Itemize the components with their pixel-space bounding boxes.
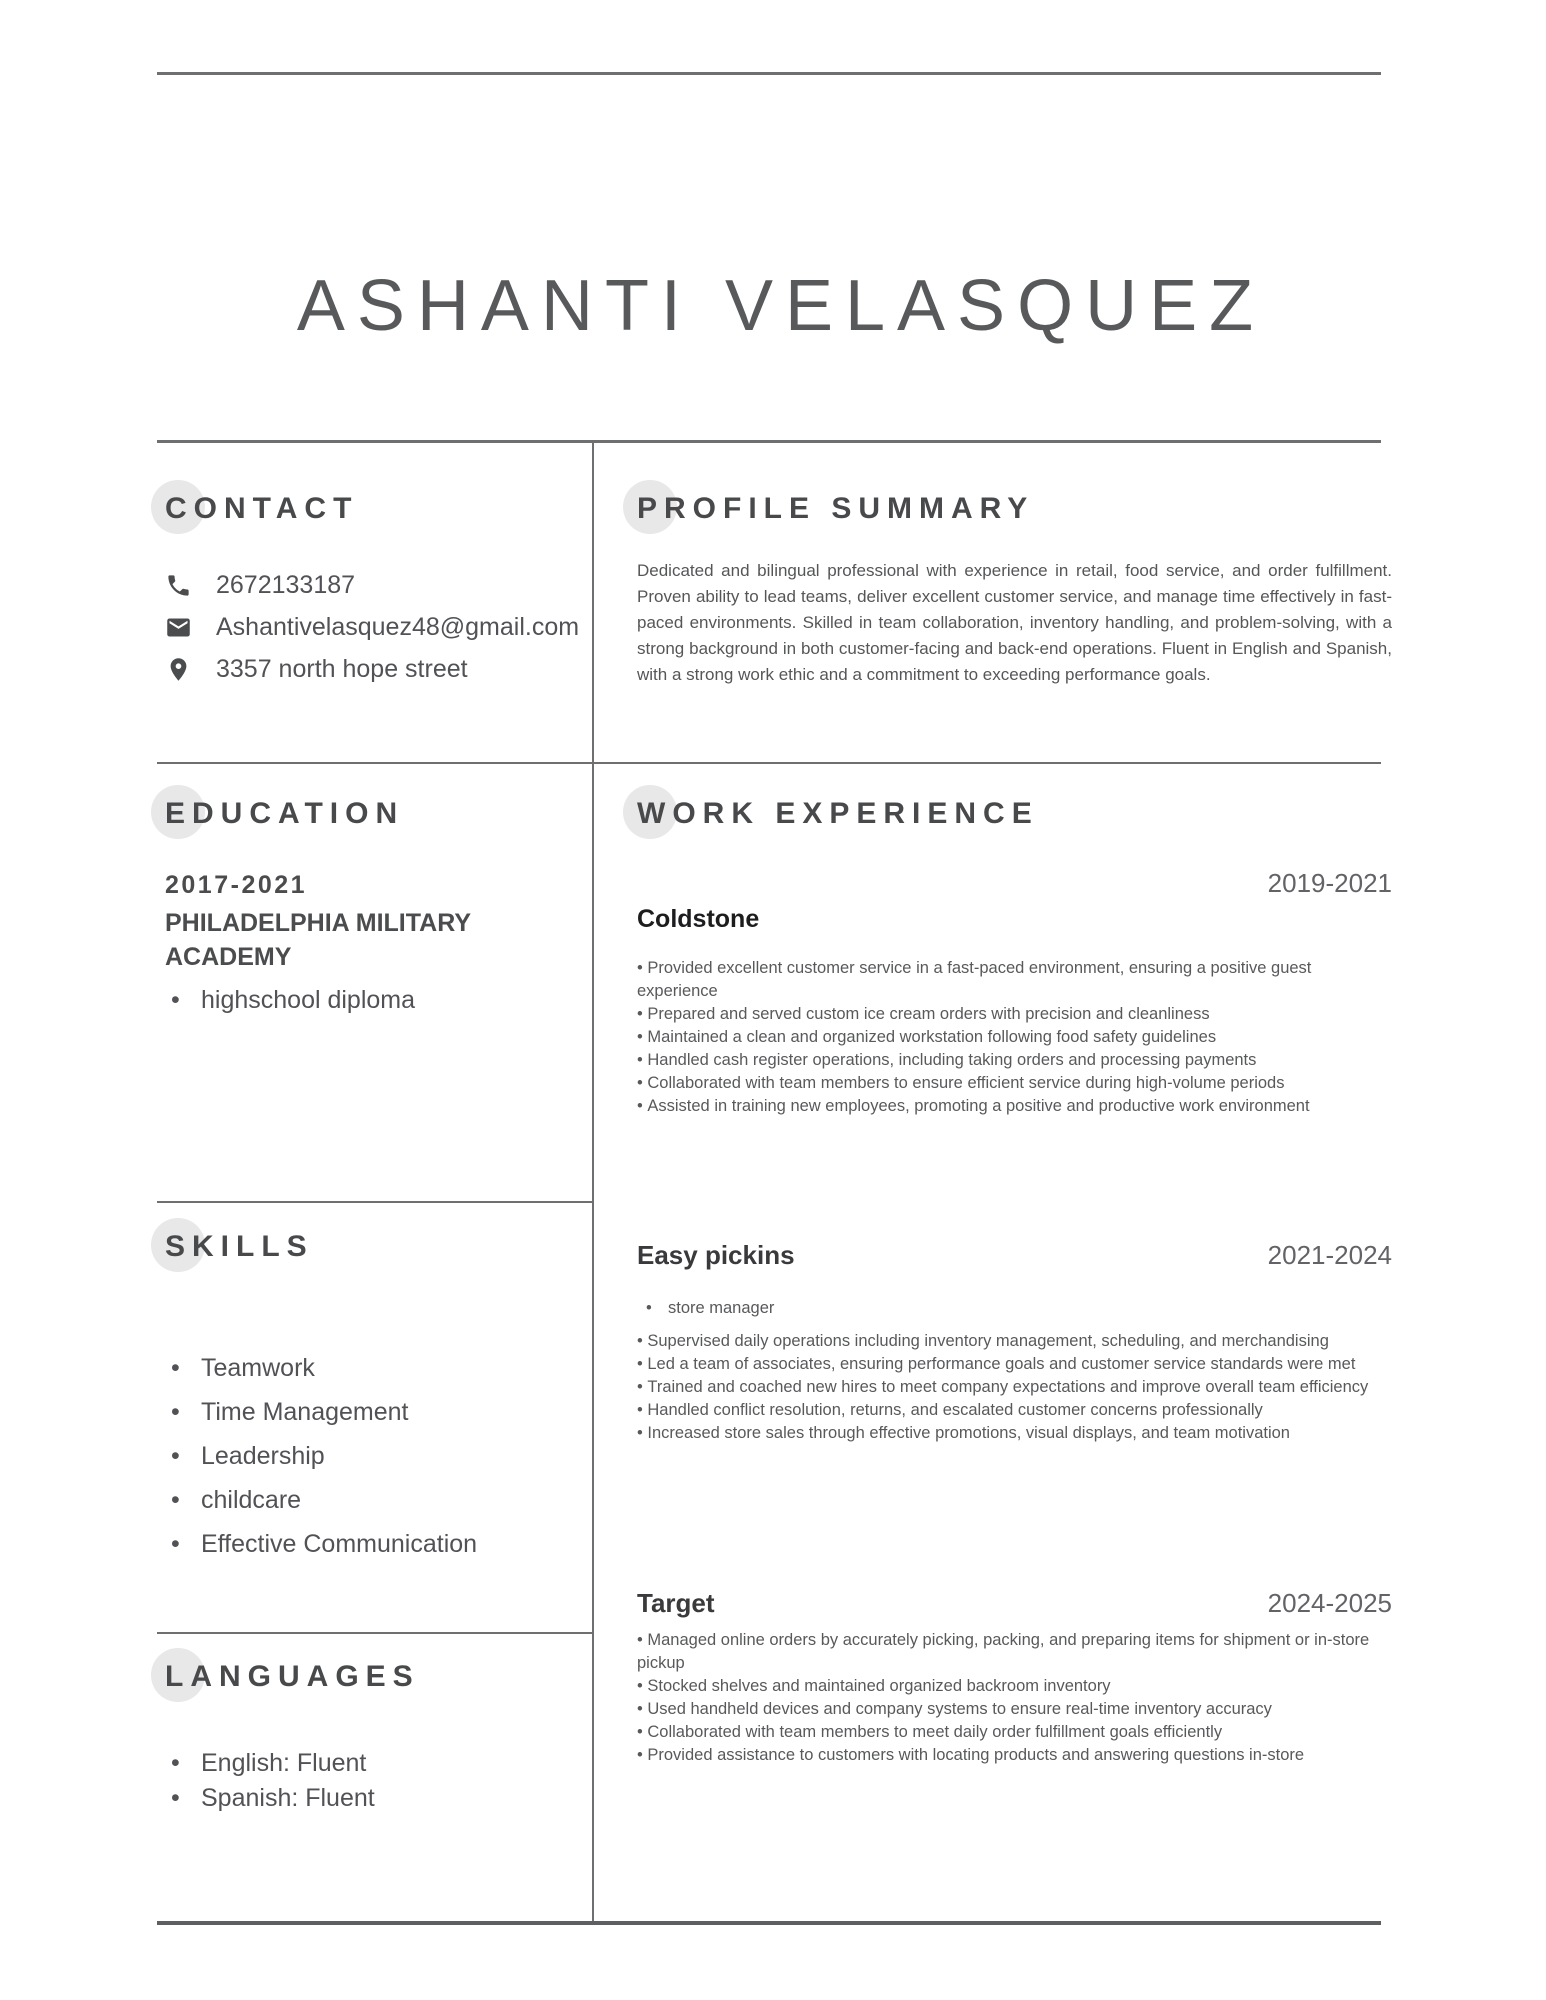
contact-section — [165, 490, 580, 698]
languages-list — [165, 1748, 580, 1813]
education-section — [165, 795, 580, 1014]
profile-summary-text: Dedicated and bilingual professional with experience in retail, food service, and order fulfillment. Proven ability to lead teams, deliver excellent customer service, and manage time effectively in fast-paced environments. Skilled in team collaboration, inventory handling, and problem-solving, with a strong background in both customer-facing and back-end operations. Fluent in English and Spanish, with a strong work ethic and a commitment to exceeding performance goals. — [637, 561, 1392, 684]
job-role-item: • store manager — [637, 1297, 1392, 1320]
job-bullets — [637, 1330, 1392, 1445]
profile-section — [637, 490, 1392, 688]
skills-rule — [157, 1201, 594, 1203]
language-item: • Spanish: Fluent — [165, 1783, 580, 1813]
phone-number: 2672133187 — [216, 571, 356, 599]
contact-title — [165, 490, 358, 528]
email-address: Ashantivelasquez48@gmail.com — [216, 613, 580, 641]
skills-title-text: SKILLS — [165, 1230, 314, 1263]
job-bullet: • Stocked shelves and maintained organized backroom inventory — [637, 1675, 1392, 1698]
job-bullet: • Assisted in training new employees, promoting a positive and productive work environment — [637, 1095, 1392, 1118]
job-bullet: • Provided assistance to customers with locating products and answering questions in-store — [637, 1744, 1392, 1767]
header-rule — [157, 440, 1381, 443]
job-bullet: • Handled conflict resolution, returns, and escalated customer concerns professionally — [637, 1399, 1392, 1422]
job-period: 2024-2025 — [1267, 1588, 1392, 1618]
job-easy-pickins — [637, 1240, 1392, 1445]
job-company: Easy pickins — [637, 1240, 795, 1270]
bottom-rule — [157, 1921, 1381, 1925]
education-period: 2017-2021 — [165, 871, 308, 899]
job-period: 2019-2021 — [1267, 868, 1392, 898]
email-icon — [165, 614, 192, 641]
job-bullet: • Collaborated with team members to meet daily order fulfillment goals efficiently — [637, 1721, 1392, 1744]
languages-title — [165, 1658, 420, 1696]
job-company: Coldstone — [637, 905, 760, 933]
job-header-row — [637, 1240, 1392, 1271]
job-period: 2021-2024 — [1267, 1240, 1392, 1270]
education-title — [165, 795, 404, 833]
profile-title-text: PROFILE SUMMARY — [637, 492, 1035, 525]
job-bullet: • Increased store sales through effective promotions, visual displays, and team motivation — [637, 1422, 1392, 1445]
work-title — [637, 795, 1039, 833]
phone-icon — [165, 572, 192, 599]
job-bullets — [637, 1629, 1392, 1767]
language-item: • English: Fluent — [165, 1748, 580, 1778]
contact-rows — [165, 572, 580, 683]
skill-item: • Teamwork — [165, 1354, 580, 1382]
column-divider — [592, 440, 594, 1925]
job-bullet: • Collaborated with team members to ensure efficient service during high-volume periods — [637, 1072, 1392, 1095]
job-bullet: • Maintained a clean and organized workstation following food safety guidelines — [637, 1026, 1392, 1049]
location-icon — [165, 656, 192, 683]
job-bullet: • Prepared and served custom ice cream orders with precision and cleanliness — [637, 1003, 1392, 1026]
email-row — [165, 614, 580, 641]
languages-section — [165, 1658, 580, 1818]
phone-row — [165, 572, 580, 599]
skill-item: • Leadership — [165, 1442, 580, 1470]
education-diploma-item: • highschool diploma — [165, 986, 580, 1014]
skills-title — [165, 1228, 314, 1266]
job-company: Target — [637, 1588, 715, 1618]
skill-item: • Time Management — [165, 1398, 580, 1426]
contact-title-text: CONTACT — [165, 492, 359, 525]
work-title-text: WORK EXPERIENCE — [637, 797, 1039, 830]
address-text: 3357 north hope street — [216, 655, 468, 683]
job-bullet: • Handled cash register operations, including taking orders and processing payments — [637, 1049, 1392, 1072]
top-rule — [157, 72, 1381, 75]
skill-item: • Effective Communication — [165, 1530, 580, 1558]
education-school: PHILADELPHIA MILITARY ACADEMY — [165, 909, 471, 971]
section-rule — [157, 762, 1381, 764]
address-row — [165, 656, 580, 683]
job-bullet: • Supervised daily operations including inventory management, scheduling, and merchandising — [637, 1330, 1392, 1353]
job-target — [637, 1588, 1392, 1767]
job-bullets — [637, 957, 1392, 1118]
person-name: ASHANTI VELASQUEZ — [296, 266, 1266, 346]
job-bullet: • Provided excellent customer service in a fast-paced environment, ensuring a positive guest experience — [637, 957, 1392, 1003]
skills-list — [165, 1354, 580, 1558]
skill-item: • childcare — [165, 1486, 580, 1514]
job-bullet: • Led a team of associates, ensuring performance goals and customer service standards were met — [637, 1353, 1392, 1376]
job-bullet: • Trained and coached new hires to meet company expectations and improve overall team efficiency — [637, 1376, 1392, 1399]
work-section — [637, 795, 1392, 1118]
job-bullet: • Managed online orders by accurately picking, packing, and preparing items for shipment or in-store pickup — [637, 1629, 1392, 1675]
skills-section — [165, 1228, 580, 1574]
job-header-row — [637, 1588, 1392, 1619]
languages-rule — [157, 1632, 594, 1634]
languages-title-text: LANGUAGES — [165, 1660, 420, 1693]
job-bullet: • Used handheld devices and company systems to ensure real-time inventory accuracy — [637, 1698, 1392, 1721]
profile-title — [637, 490, 1034, 528]
education-title-text: EDUCATION — [165, 797, 405, 830]
